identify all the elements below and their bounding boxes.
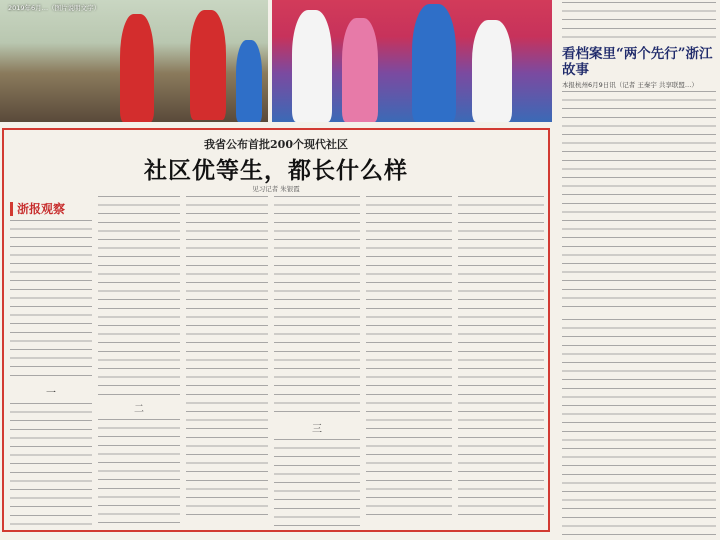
performer-figure bbox=[472, 20, 512, 122]
section-divider: 三 bbox=[312, 424, 322, 435]
adjacent-headline: 看档案里“两个先行”浙江故事 bbox=[562, 46, 713, 78]
photo-caption: 2019年6月…（图片说明文字） bbox=[8, 4, 101, 12]
news-photo-right bbox=[272, 0, 552, 122]
article-column bbox=[186, 196, 268, 526]
section-label-text: 浙报观察 bbox=[17, 202, 66, 216]
article-byline: 见习记者 朱银霞 bbox=[252, 185, 300, 193]
body-text bbox=[98, 196, 180, 396]
section-divider: 一 bbox=[46, 388, 56, 399]
article-column bbox=[274, 196, 360, 526]
body-text bbox=[562, 2, 716, 42]
body-text bbox=[186, 196, 268, 516]
accent-bar bbox=[10, 202, 13, 216]
body-text bbox=[10, 403, 92, 526]
adjacent-article bbox=[558, 0, 720, 540]
article-column bbox=[458, 196, 544, 526]
performer-figure bbox=[412, 4, 456, 122]
article-column bbox=[10, 196, 92, 526]
performer-figure bbox=[236, 40, 262, 122]
body-text bbox=[274, 196, 360, 416]
news-photo-left bbox=[0, 0, 268, 122]
body-text bbox=[366, 196, 452, 516]
article-kicker: 我省公布首批200个现代社区 bbox=[204, 138, 348, 151]
article-column bbox=[366, 196, 452, 526]
body-text bbox=[562, 91, 716, 311]
section-label bbox=[10, 200, 92, 217]
article-headline: 社区优等生，都长什么样 bbox=[144, 157, 408, 184]
article-column bbox=[98, 196, 180, 526]
body-text bbox=[10, 220, 92, 380]
body-text bbox=[274, 439, 360, 526]
performer-figure bbox=[342, 18, 378, 122]
featured-article bbox=[2, 128, 550, 532]
section-divider: 二 bbox=[134, 404, 144, 415]
performer-figure bbox=[190, 10, 226, 120]
adjacent-byline: 本报杭州6月9日讯（记者 王秦宇 共享联盟…） bbox=[562, 81, 698, 89]
performer-figure bbox=[120, 14, 154, 122]
performer-figure bbox=[292, 10, 332, 122]
body-text bbox=[98, 419, 180, 526]
body-text bbox=[562, 319, 716, 540]
body-text bbox=[458, 196, 544, 516]
